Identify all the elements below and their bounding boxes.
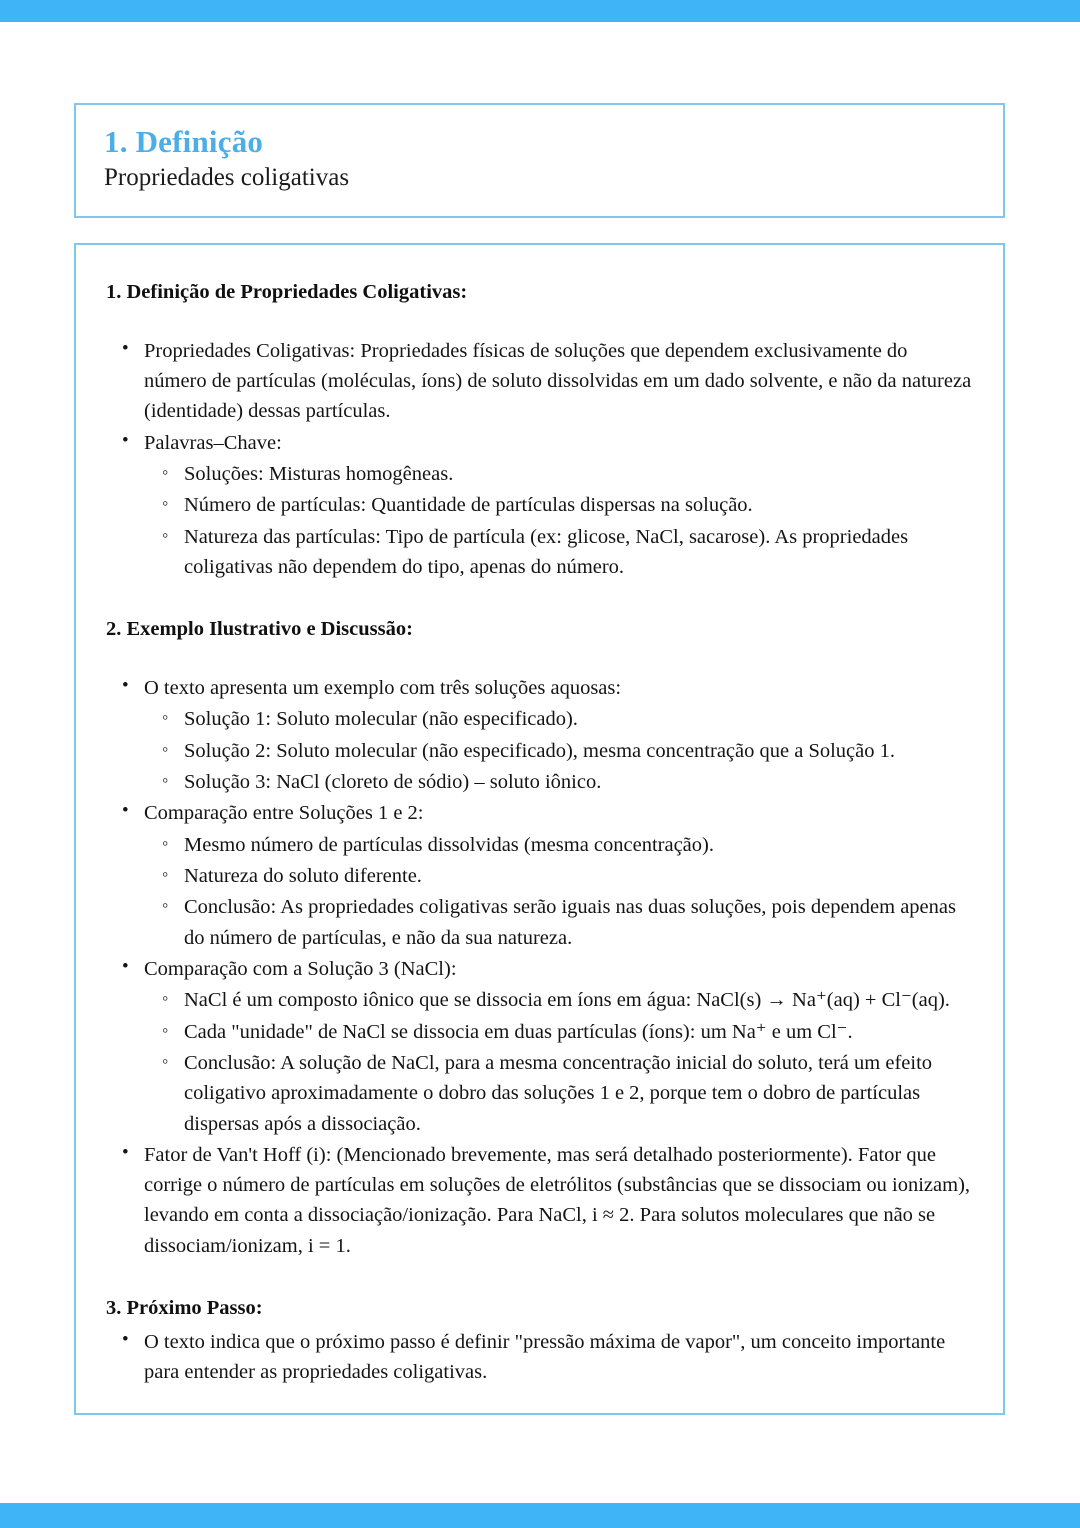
document-header-box: [74, 103, 1005, 218]
sub-list: [144, 459, 973, 582]
list-item: [106, 428, 973, 583]
section-heading-1: 1. Definição de Propriedades Coligativas:: [106, 281, 468, 303]
list-item: [144, 830, 973, 860]
list-item-text: O texto indica que o próximo passo é definir "pressão máxima de vapor", um conceito importante para entender as propriedades coligativas.: [144, 1330, 946, 1384]
list-item: [144, 490, 973, 520]
list-item-text: Comparação com a Solução 3 (NaCl):: [144, 957, 457, 980]
list-item: [106, 1140, 973, 1261]
list-item-text: Solução 1: Soluto molecular (não especificado).: [184, 708, 578, 731]
list-item-text: O texto apresenta um exemplo com três soluções aquosas:: [144, 676, 622, 699]
section-heading-3: 3. Próximo Passo:: [106, 1297, 263, 1320]
list-item-text: Mesmo número de partículas dissolvidas (mesma concentração).: [184, 833, 714, 856]
list-item-text: Comparação entre Soluções 1 e 2:: [144, 802, 424, 825]
list-item-text: Natureza do soluto diferente.: [184, 864, 422, 887]
list-item-text: Solução 3: NaCl (cloreto de sódio) – soluto iônico.: [184, 770, 602, 793]
page-top-accent-bar: [0, 0, 1080, 22]
list-item-text: Número de partículas: Quantidade de partículas dispersas na solução.: [184, 494, 753, 517]
list-item-text: Conclusão: As propriedades coligativas serão iguais nas duas soluções, pois dependem apenas do número de partículas, e não da sua natureza.: [184, 896, 956, 949]
page-bottom-accent-bar: [0, 1503, 1080, 1528]
list-item: [144, 985, 973, 1015]
sub-list: [144, 704, 973, 797]
section-heading-2: 2. Exemplo Ilustrativo e Discussão:: [106, 618, 413, 641]
section-1-list: [106, 336, 973, 583]
list-item: [144, 861, 973, 891]
page-title: 1. Definição: [104, 124, 264, 159]
list-item: [144, 1017, 973, 1047]
list-item: [144, 459, 973, 489]
list-item: [106, 1327, 973, 1388]
list-item-text: Conclusão: A solução de NaCl, para a mesma concentração inicial do soluto, terá um efeito coligativo aproximadamente o dobro das soluções 1 e 2, porque tem o dobro de partículas dispersas após a dissociação.: [184, 1051, 933, 1135]
list-item: [144, 704, 973, 734]
section-3-list: [106, 1327, 973, 1388]
list-item: [106, 798, 973, 953]
list-item: [144, 767, 973, 797]
sub-list: [144, 830, 973, 953]
list-item: [144, 892, 973, 953]
list-item: [106, 673, 973, 797]
section-2-list: [106, 673, 973, 1261]
list-item: [144, 1048, 973, 1139]
list-item: [144, 736, 973, 766]
list-item-text: Fator de Van't Hoff (i): (Mencionado brevemente, mas será detalhado posteriormente). Fator que corrige o número de partículas em soluções de eletrólitos (substâncias que se dissociam ou ionizam), levando em conta a dissociação/ionização. Para NaCl, i ≈ 2. Para solutos moleculares que não se dissociam/ionizam, i = 1.: [144, 1143, 971, 1257]
list-item: [106, 336, 973, 427]
list-item-text: Soluções: Misturas homogêneas.: [184, 462, 454, 485]
list-item-text: Propriedades Coligativas: Propriedades físicas de soluções que dependem exclusivamente do número de partículas (moléculas, íons) de soluto dissolvidas em um dado solvente, e não da natureza (identidade) dessas partículas.: [144, 339, 972, 423]
list-item-text: Natureza das partículas: Tipo de partícula (ex: glicose, NaCl, sacarose). As propriedades coligativas não dependem do tipo, apenas do número.: [184, 525, 909, 578]
list-item-text: Palavras–Chave:: [144, 431, 282, 454]
list-item: [144, 522, 973, 583]
list-item: [106, 954, 973, 1139]
list-item-text: Cada "unidade" de NaCl se dissocia em duas partículas (íons): um Na⁺ e um Cl⁻.: [184, 1020, 853, 1043]
list-item-text: Solução 2: Soluto molecular (não especificado), mesma concentração que a Solução 1.: [184, 739, 895, 762]
page-subtitle: Propriedades coligativas: [104, 163, 350, 191]
sub-list: [144, 985, 973, 1139]
document-content-box: [74, 243, 1005, 1415]
list-item-text: NaCl é um composto iônico que se dissocia em íons em água: NaCl(s) → Na⁺(aq) + Cl⁻(aq).: [184, 989, 950, 1012]
